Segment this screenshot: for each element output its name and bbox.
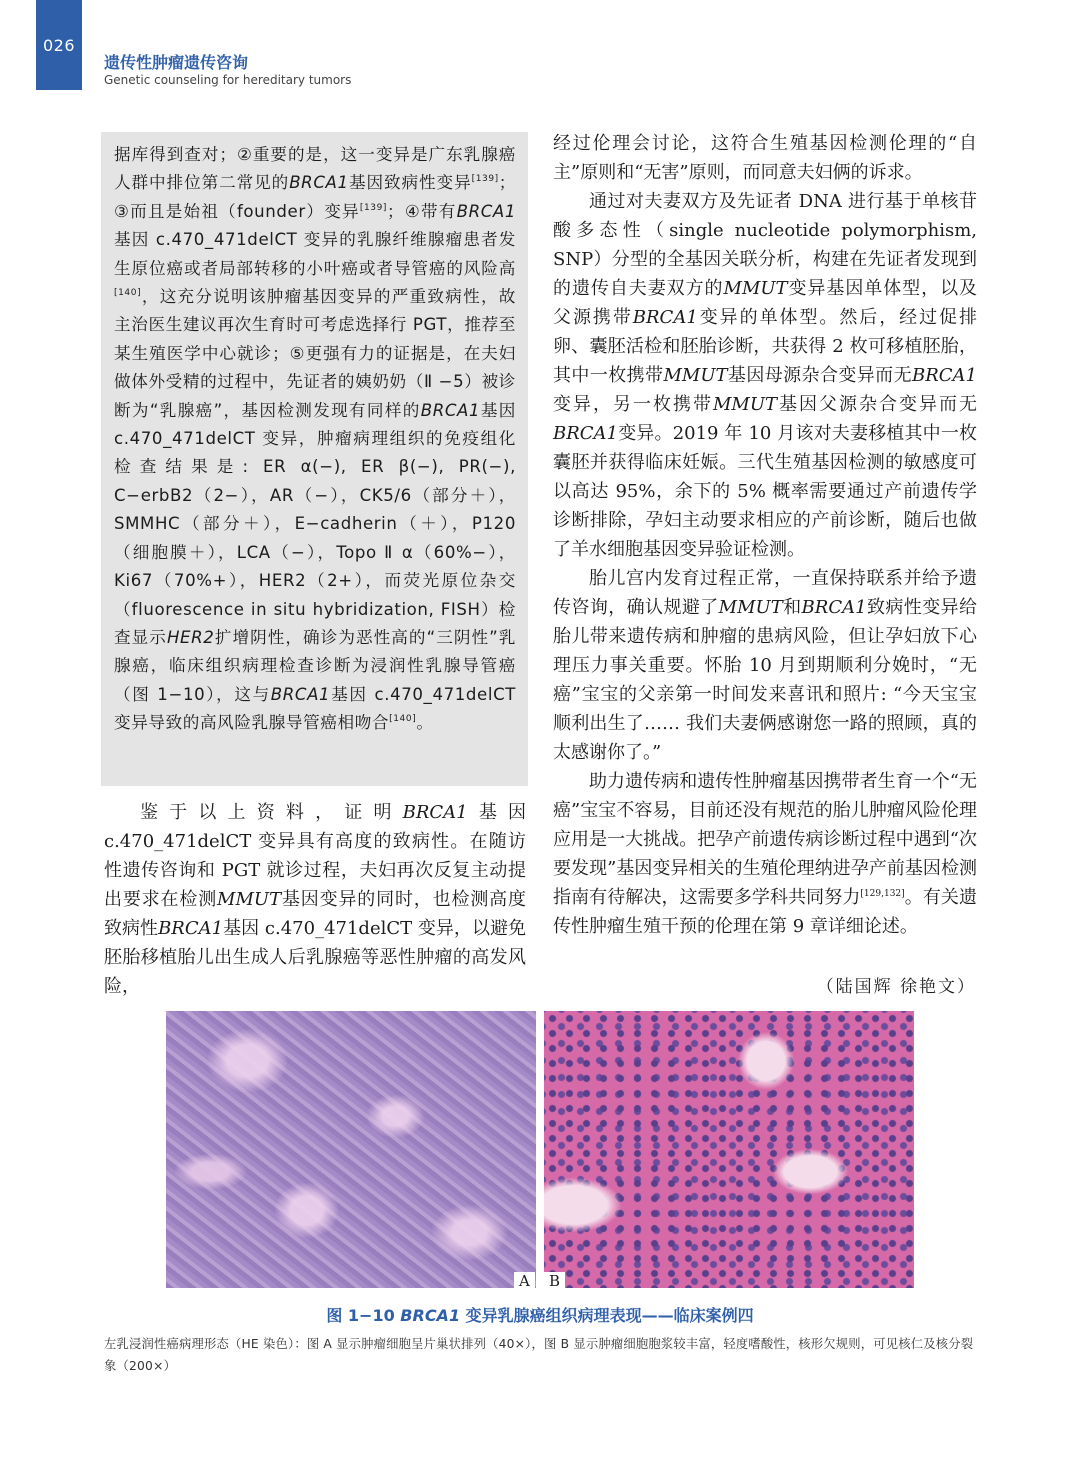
figure-note: 左乳浸润性癌病理形态（HE 染色）：图 A 显示肿瘤细胞呈片巢状排列（40×），图 B 显示肿瘤细胞胞浆较丰富，轻度嗜酸性，核形欠规则，可见核仁及核分裂象（200×） xyxy=(104,1337,974,1373)
page-number: 026 xyxy=(36,0,82,90)
gene-name: BRCA1 xyxy=(912,365,978,386)
gene-name: BRCA1 xyxy=(420,400,481,420)
citation: [140] xyxy=(114,288,142,299)
book-title: 遗传性肿瘤遗传咨询 xyxy=(104,53,249,72)
gene-name: BRCA1 xyxy=(456,201,517,221)
gene-name: BRCA1 xyxy=(632,307,698,328)
evidence-paragraph: 据库得到查对；②重要的是，这一变异是广东乳腺癌人群中排位第二常见的BRCA1基因致病性变异[139]；③而且是始祖（founder）变异[139]；④带有BRCA1基因 c.470_471delCT 变异的乳腺纤维腺瘤患者发生原位癌或者局部转移的小叶癌或者导管癌的风险高[140]，这充分说明该肿瘤基因变异的严重致病性，故主治医生建议再次生育时可考虑选择行 PGT，推荐至某生殖医学中心就诊；⑤更强有力的证据是，在夫妇做体外受精的过程中，先证者的姨奶奶（Ⅱ −5）被诊断为“乳腺癌”，基因检测发现有同样的BRCA1基因 c.470_471delCT 变异，肿瘤病理组织的免疫组化检查结果是: ER α(−), ER β(−), PR(−), C−erbB2（2−），AR（−），CK5/6（部分＋），SMMHC（部分＋），E−cadherin（＋），P120（细胞膜＋），LCA（−），Topo Ⅱ α（60%−），Ki67（70%+），HER2（2+），而荧光原位杂交（fluorescence in situ hybridization, FISH）检查显示HER2扩增阴性，确诊为恶性高的“三阴性”乳腺癌，临床组织病理检查诊断为浸润性乳腺导管癌（图 1−10），这与BRCA1基因 c.470_471delCT 变异导致的高风险乳腺导管癌相吻合[140]。 xyxy=(114,145,517,733)
body-paragraph: 胎儿宫内发育过程正常，一直保持联系并给予遗传咨询，确认规避了MMUT和BRCA1致病性变异给胎儿带来遗传病和肿瘤的患病风险，但让孕妇放下心理压力事关重要。怀胎 10 月到期顺利分娩时，“无癌”宝宝的父亲第一时间发来喜讯和照片: “今天宝宝顺利出生了…… 我们夫妻俩感谢您一路的照顾，真的太感谢你了。” xyxy=(553,568,978,763)
left-column xyxy=(104,798,526,1001)
right-column xyxy=(553,129,977,941)
panel-label-a: A xyxy=(514,1272,535,1290)
gene-name: BRCA1 xyxy=(400,1306,461,1325)
gene-name: HER2 xyxy=(166,627,215,647)
histology-image-b xyxy=(544,1011,914,1288)
citation: [129,132] xyxy=(860,889,905,899)
citation: [140] xyxy=(389,714,417,725)
gene-name: BRCA1 xyxy=(553,423,619,444)
gene-name: MMUT xyxy=(723,278,788,299)
gene-name: MMUT xyxy=(217,889,282,910)
gene-name: BRCA1 xyxy=(158,918,224,939)
body-paragraph: 经过伦理会讨论，这符合生殖基因检测伦理的“自主”原则和“无害”原则，而同意夫妇俩的诉求。 xyxy=(553,133,977,183)
histology-image-a xyxy=(166,1011,536,1288)
gene-name: BRCA1 xyxy=(402,802,468,823)
gene-name: MMUT xyxy=(718,597,783,618)
author-credit: （陆国辉 徐艳文） xyxy=(816,977,976,997)
book-subtitle: Genetic counseling for hereditary tumors xyxy=(104,73,352,87)
gene-name: BRCA1 xyxy=(289,173,349,193)
gene-name: MMUT xyxy=(663,365,728,386)
gene-name: BRCA1 xyxy=(801,597,867,618)
citation: [139] xyxy=(471,174,499,185)
body-paragraph: 助力遗传病和遗传性肿瘤基因携带者生育一个“无癌”宝宝不容易，目前还没有规范的胎儿肿瘤风险伦理应用是一大挑战。把孕产前遗传病诊断过程中遇到“次要发现”基因变异相关的生殖伦理纳进孕产前基因检测指南有待解决，这需要多学科共同努力[129,132]。有关遗传性肿瘤生殖干预的伦理在第 9 章详细论述。 xyxy=(553,771,978,937)
panel-label-b: B xyxy=(544,1272,565,1290)
body-paragraph: 通过对夫妻双方及先证者 DNA 进行基于单核苷酸多态性（single nucleotide polymorphism, SNP）分型的全基因关联分析，构建在先证者发现到的遗传自夫妻双方的MMUT变异基因单体型，以及父源携带BRCA1变异的单体型。然后，经过促排卵、囊胚活检和胚胎诊断，共获得 2 枚可移植胚胎，其中一枚携带MMUT基因母源杂合变异而无BRCA1变异，另一枚携带MMUT基因父源杂合变异而无BRCA1变异。2019 年 10 月该对夫妻移植其中一枚囊胚并获得临床妊娠。三代生殖基因检测的敏感度可以高达 95%，余下的 5% 概率需要通过产前遗传学诊断排除，孕妇主动要求相应的产前诊断，随后也做了羊水细胞基因变异验证检测。 xyxy=(553,191,978,560)
body-paragraph: 鉴于以上资料，证明BRCA1基因 c.470_471delCT 变异具有高度的致病性。在随访性遗传咨询和 PGT 就诊过程，夫妇再次反复主动提出要求在检测MMUT基因变异的同时，也检测高度致病性BRCA1基因 c.470_471delCT 变异，以避免胚胎移植胎儿出生成人后乳腺癌等恶性肿瘤的高发风险， xyxy=(104,802,527,997)
figure-caption: 图 1−10 BRCA1 变异乳腺癌组织病理表现——临床案例四 xyxy=(326,1306,754,1325)
highlighted-evidence-box xyxy=(101,132,528,786)
gene-name: MMUT xyxy=(712,394,778,415)
citation: [139] xyxy=(359,202,388,213)
gene-name: BRCA1 xyxy=(270,684,331,704)
